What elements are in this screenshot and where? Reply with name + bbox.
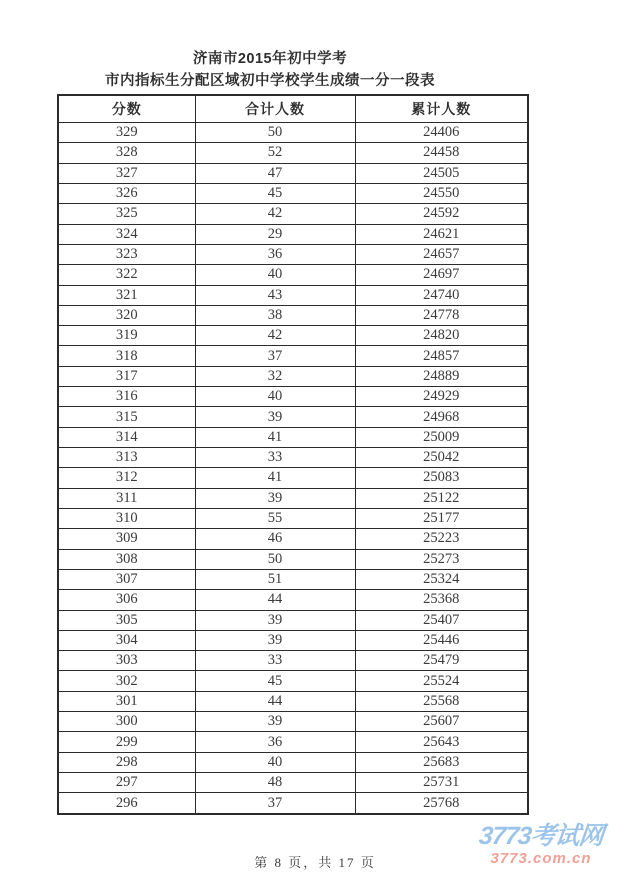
cumulative-count-cell: 25273 (355, 549, 528, 569)
table-row (58, 712, 528, 732)
score-cell: 320 (58, 305, 195, 325)
total-count-cell: 29 (195, 224, 355, 244)
score-cell: 328 (58, 143, 195, 163)
cumulative-count-cell: 25683 (355, 752, 528, 772)
total-count-cell: 39 (195, 488, 355, 508)
cumulative-count-cell: 24621 (355, 224, 528, 244)
score-cell: 313 (58, 448, 195, 468)
table-row (58, 305, 528, 325)
cumulative-count-cell: 25009 (355, 427, 528, 447)
score-cell: 303 (58, 651, 195, 671)
cumulative-count-cell: 24889 (355, 366, 528, 386)
table-row (58, 732, 528, 752)
document-title-line2: 市内指标生分配区域初中学校学生成绩一分一段表 (105, 72, 435, 89)
table-row (58, 244, 528, 264)
cumulative-count-cell: 24697 (355, 265, 528, 285)
total-count-cell: 36 (195, 244, 355, 264)
table-row (58, 163, 528, 183)
cumulative-count-cell: 24968 (355, 407, 528, 427)
score-cell: 299 (58, 732, 195, 752)
total-count-cell: 45 (195, 671, 355, 691)
watermark-site-url: 3773.com.cn (490, 850, 592, 867)
score-cell: 322 (58, 265, 195, 285)
score-cell: 300 (58, 712, 195, 732)
table-header-row (58, 95, 528, 123)
total-count-cell: 40 (195, 387, 355, 407)
cumulative-count-cell: 24929 (355, 387, 528, 407)
total-count-cell: 32 (195, 366, 355, 386)
cumulative-count-cell: 25042 (355, 448, 528, 468)
cumulative-count-cell: 24820 (355, 326, 528, 346)
cumulative-count-cell: 24740 (355, 285, 528, 305)
table-row (58, 224, 528, 244)
table-row (58, 630, 528, 650)
score-cell: 310 (58, 508, 195, 528)
table-row (58, 143, 528, 163)
cumulative-count-cell: 25479 (355, 651, 528, 671)
table-row (58, 427, 528, 447)
total-count-cell: 38 (195, 305, 355, 325)
score-cell: 297 (58, 773, 195, 793)
total-count-cell: 41 (195, 468, 355, 488)
cumulative-count-cell: 24505 (355, 163, 528, 183)
cumulative-count-cell: 25524 (355, 671, 528, 691)
table-row (58, 366, 528, 386)
table-row (58, 610, 528, 630)
total-count-cell: 39 (195, 630, 355, 650)
cumulative-count-cell: 24550 (355, 183, 528, 203)
document-title (0, 49, 540, 92)
cumulative-count-cell: 24406 (355, 123, 528, 143)
table-row (58, 569, 528, 589)
total-count-cell: 52 (195, 143, 355, 163)
table-row (58, 183, 528, 203)
table-row (58, 407, 528, 427)
score-cell: 311 (58, 488, 195, 508)
table-row (58, 752, 528, 772)
total-count-cell: 33 (195, 651, 355, 671)
total-count-cell: 55 (195, 508, 355, 528)
table-row (58, 549, 528, 569)
total-count-cell: 51 (195, 569, 355, 589)
table-row (58, 204, 528, 224)
score-distribution-table (57, 94, 529, 815)
score-cell: 309 (58, 529, 195, 549)
total-count-cell: 33 (195, 448, 355, 468)
score-cell: 306 (58, 590, 195, 610)
total-count-cell: 40 (195, 752, 355, 772)
score-cell: 316 (58, 387, 195, 407)
total-count-cell: 37 (195, 793, 355, 814)
column-header-total-count: 合计人数 (195, 95, 355, 123)
cumulative-count-cell: 25731 (355, 773, 528, 793)
table-row (58, 123, 528, 143)
score-cell: 312 (58, 468, 195, 488)
total-count-cell: 43 (195, 285, 355, 305)
cumulative-count-cell: 25568 (355, 691, 528, 711)
table-row (58, 529, 528, 549)
score-cell: 319 (58, 326, 195, 346)
score-cell: 326 (58, 183, 195, 203)
score-cell: 325 (58, 204, 195, 224)
score-cell: 323 (58, 244, 195, 264)
cumulative-count-cell: 25368 (355, 590, 528, 610)
cumulative-count-cell: 25324 (355, 569, 528, 589)
watermark-site-name: 3773考试网 (477, 822, 605, 850)
cumulative-count-cell: 25223 (355, 529, 528, 549)
score-cell: 321 (58, 285, 195, 305)
column-header-score: 分数 (58, 95, 195, 123)
score-cell: 298 (58, 752, 195, 772)
table-row (58, 285, 528, 305)
score-cell: 308 (58, 549, 195, 569)
table-row (58, 773, 528, 793)
score-cell: 307 (58, 569, 195, 589)
document-title-line1: 济南市2015年初中学考 (192, 51, 348, 67)
score-cell: 301 (58, 691, 195, 711)
cumulative-count-cell: 24778 (355, 305, 528, 325)
cumulative-count-cell: 25607 (355, 712, 528, 732)
cumulative-count-cell: 24458 (355, 143, 528, 163)
score-cell: 329 (58, 123, 195, 143)
cumulative-count-cell: 24857 (355, 346, 528, 366)
score-cell: 305 (58, 610, 195, 630)
column-header-cumulative-count: 累计人数 (355, 95, 528, 123)
total-count-cell: 46 (195, 529, 355, 549)
cumulative-count-cell: 25407 (355, 610, 528, 630)
cumulative-count-cell: 25083 (355, 468, 528, 488)
total-count-cell: 37 (195, 346, 355, 366)
table-row (58, 508, 528, 528)
score-cell: 314 (58, 427, 195, 447)
total-count-cell: 36 (195, 732, 355, 752)
table-row (58, 468, 528, 488)
total-count-cell: 44 (195, 590, 355, 610)
table-row (58, 448, 528, 468)
table-row (58, 691, 528, 711)
score-cell: 318 (58, 346, 195, 366)
page-number: 第 8 页，共 17 页 (254, 855, 376, 870)
table-row (58, 793, 528, 814)
table-row (58, 671, 528, 691)
table-row (58, 265, 528, 285)
table-row (58, 346, 528, 366)
total-count-cell: 39 (195, 712, 355, 732)
total-count-cell: 50 (195, 123, 355, 143)
score-cell: 324 (58, 224, 195, 244)
score-cell: 304 (58, 630, 195, 650)
total-count-cell: 39 (195, 610, 355, 630)
cumulative-count-cell: 24657 (355, 244, 528, 264)
total-count-cell: 45 (195, 183, 355, 203)
table-row (58, 387, 528, 407)
total-count-cell: 44 (195, 691, 355, 711)
table-row (58, 488, 528, 508)
table-row (58, 590, 528, 610)
cumulative-count-cell: 25643 (355, 732, 528, 752)
cumulative-count-cell: 25122 (355, 488, 528, 508)
table-row (58, 326, 528, 346)
cumulative-count-cell: 25446 (355, 630, 528, 650)
total-count-cell: 48 (195, 773, 355, 793)
total-count-cell: 42 (195, 204, 355, 224)
cumulative-count-cell: 25177 (355, 508, 528, 528)
total-count-cell: 41 (195, 427, 355, 447)
score-cell: 317 (58, 366, 195, 386)
total-count-cell: 42 (195, 326, 355, 346)
total-count-cell: 50 (195, 549, 355, 569)
table-row (58, 651, 528, 671)
score-cell: 315 (58, 407, 195, 427)
total-count-cell: 40 (195, 265, 355, 285)
score-cell: 302 (58, 671, 195, 691)
cumulative-count-cell: 24592 (355, 204, 528, 224)
total-count-cell: 39 (195, 407, 355, 427)
total-count-cell: 47 (195, 163, 355, 183)
score-cell: 327 (58, 163, 195, 183)
cumulative-count-cell: 25768 (355, 793, 528, 814)
score-cell: 296 (58, 793, 195, 814)
